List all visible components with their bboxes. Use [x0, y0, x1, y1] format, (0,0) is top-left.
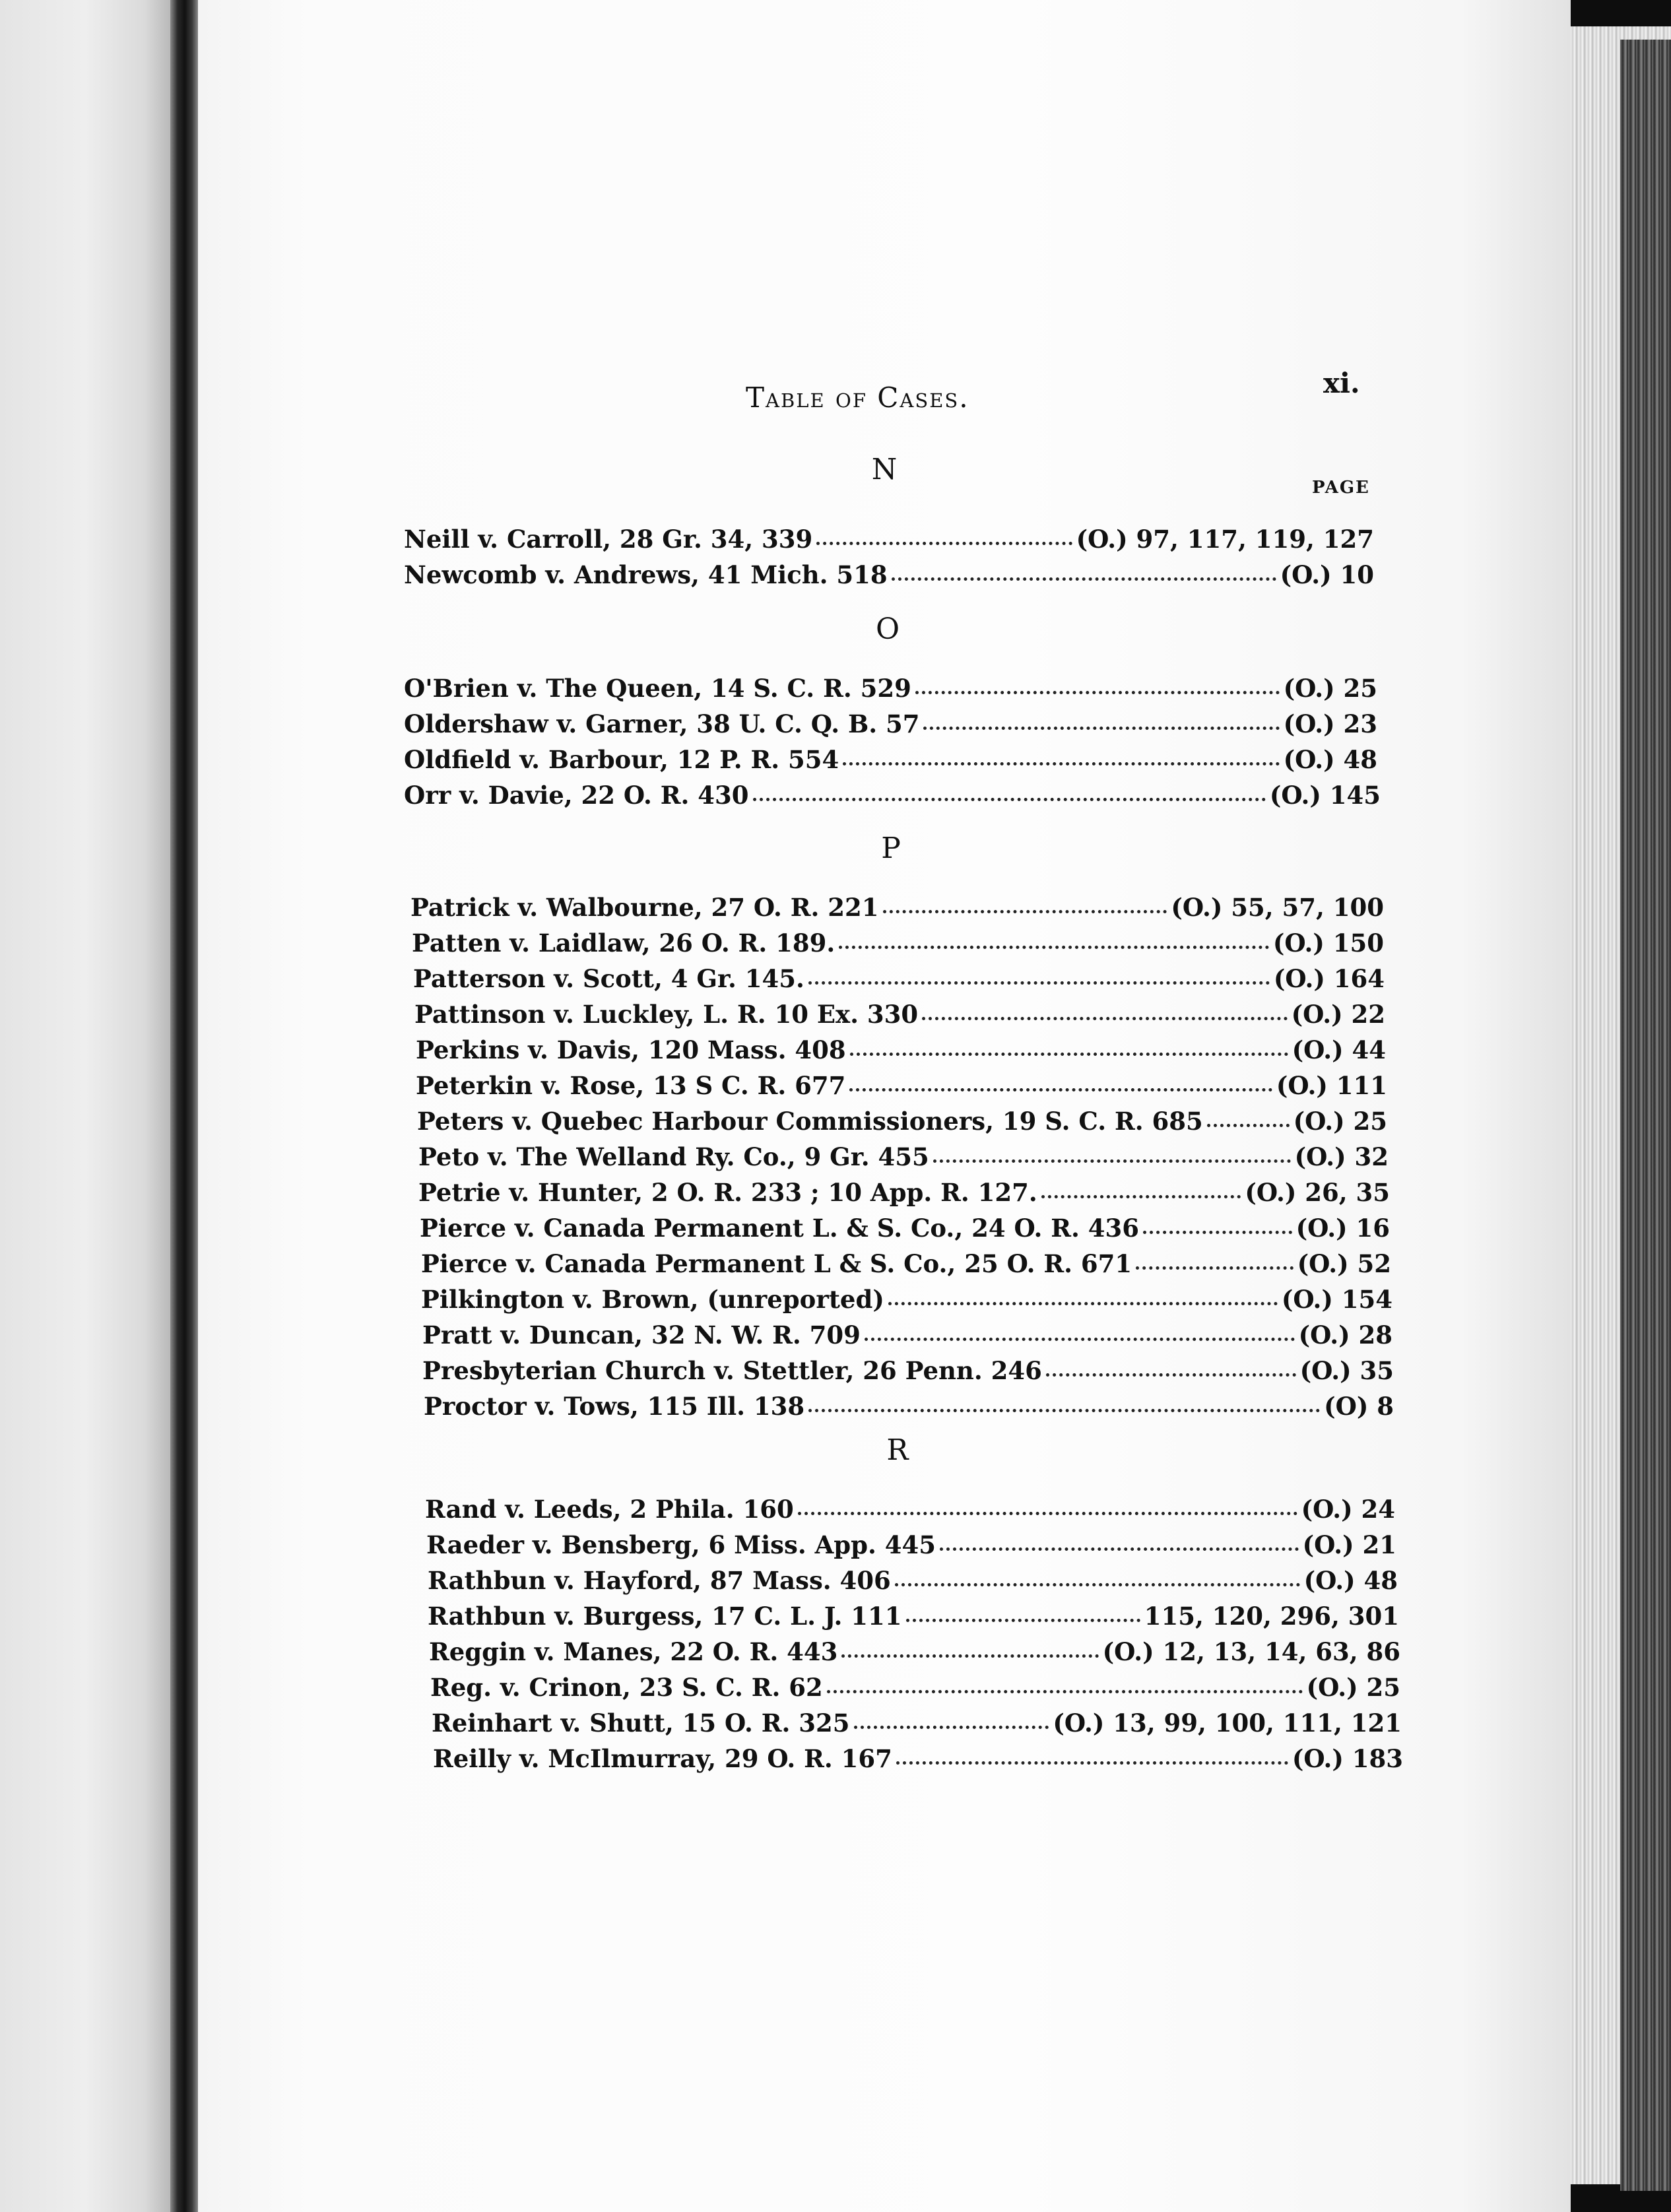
page-references: (O.) 164: [1273, 964, 1385, 993]
dot-leader: [839, 925, 1269, 952]
case-citation: Patten v. Laidlaw, 26 O. R. 189.: [412, 928, 836, 958]
page-references: (O.) 32: [1294, 1142, 1389, 1171]
section-letter-p: P: [881, 831, 901, 865]
table-row: [414, 996, 1385, 1031]
dot-leader: [896, 1741, 1288, 1767]
table-row: [404, 670, 1377, 705]
page-references: (O.) 154: [1281, 1285, 1392, 1314]
case-citation: Pilkington v. Brown, (unreported): [421, 1285, 884, 1314]
case-citation: Reinhart v. Shutt, 15 O. R. 325: [432, 1708, 850, 1738]
case-citation: Oldfield v. Barbour, 12 P. R. 554: [404, 745, 839, 774]
table-row: [404, 557, 1374, 591]
table-row: [418, 1139, 1389, 1173]
table-row: [416, 1068, 1387, 1102]
page-references: (O.) 23: [1283, 709, 1377, 738]
case-citation: Oldershaw v. Garner, 38 U. C. Q. B. 57: [404, 709, 920, 738]
dot-leader: [1136, 1246, 1294, 1272]
case-citation: Peters v. Quebec Harbour Commissioners, 19 S. C. R. 685: [417, 1107, 1203, 1136]
table-row: [421, 1246, 1391, 1280]
page-references: (O.) 48: [1303, 1566, 1398, 1595]
dot-leader: [923, 706, 1279, 732]
case-citation: Reggin v. Manes, 22 O. R. 443: [429, 1637, 838, 1666]
page-references: (O.) 24: [1301, 1495, 1395, 1524]
page-references: (O.) 10: [1280, 560, 1374, 589]
case-citation: Rand v. Leeds, 2 Phila. 160: [425, 1495, 794, 1524]
case-citation: O'Brien v. The Queen, 14 S. C. R. 529: [404, 674, 911, 703]
table-row: [410, 890, 1384, 924]
dot-leader: [1143, 1210, 1292, 1237]
table-row: [404, 777, 1381, 812]
dot-leader: [933, 1139, 1291, 1165]
dot-leader: [798, 1491, 1297, 1518]
dot-leader: [1207, 1103, 1290, 1130]
case-citation: Raeder v. Bensberg, 6 Miss. App. 445: [426, 1530, 936, 1559]
case-citation: Reg. v. Crinon, 23 S. C. R. 62: [430, 1673, 823, 1702]
table-row: [428, 1563, 1398, 1597]
case-citation: Neill v. Carroll, 28 Gr. 34, 339: [404, 525, 813, 554]
case-citation: Peterkin v. Rose, 13 S C. R. 677: [416, 1071, 846, 1100]
dot-leader: [915, 670, 1280, 697]
table-row: [404, 742, 1377, 776]
dot-leader: [841, 1634, 1098, 1660]
table-row: [404, 706, 1377, 740]
dot-leader: [1046, 1353, 1296, 1379]
dot-leader: [906, 1598, 1140, 1625]
table-row: [412, 925, 1384, 960]
case-citation: Petrie v. Hunter, 2 O. R. 233 ; 10 App. R. 127.: [418, 1178, 1037, 1207]
table-row: [430, 1670, 1400, 1704]
case-citation: Pierce v. Canada Permanent L & S. Co., 25 O. R. 671: [421, 1249, 1132, 1278]
dot-leader: [892, 557, 1276, 583]
dot-leader: [816, 521, 1072, 548]
dot-leader: [883, 890, 1167, 916]
page-references: (O.) 183: [1292, 1744, 1403, 1773]
case-citation: Pratt v. Duncan, 32 N. W. R. 709: [422, 1320, 861, 1350]
dot-leader: [922, 996, 1288, 1023]
page-references: (O.) 52: [1297, 1249, 1391, 1278]
dot-leader: [854, 1705, 1049, 1732]
table-row: [433, 1741, 1403, 1775]
case-citation: Patterson v. Scott, 4 Gr. 145.: [413, 964, 804, 993]
table-row: [424, 1388, 1394, 1423]
page-column-label: PAGE: [1312, 478, 1370, 498]
dot-leader: [753, 777, 1266, 804]
page-references: (O.) 145: [1269, 781, 1381, 810]
section-letter-r: R: [886, 1433, 909, 1467]
dot-leader: [865, 1317, 1295, 1344]
case-citation: Orr v. Davie, 22 O. R. 430: [404, 781, 749, 810]
dot-leader: [1041, 1175, 1241, 1201]
page-references: (O.) 55, 57, 100: [1171, 893, 1384, 922]
page-references: (O.) 150: [1272, 928, 1384, 958]
dot-leader: [895, 1563, 1300, 1589]
page-references: (O) 8: [1324, 1392, 1394, 1421]
case-citation: Pierce v. Canada Permanent L. & S. Co., 24 O. R. 436: [420, 1214, 1140, 1243]
table-row: [418, 1175, 1390, 1209]
table-row: [432, 1705, 1402, 1740]
case-citation: Rathbun v. Burgess, 17 C. L. J. 111: [428, 1602, 902, 1631]
page-references: (O.) 13, 99, 100, 111, 121: [1053, 1708, 1402, 1738]
case-citation: Newcomb v. Andrews, 41 Mich. 518: [404, 560, 888, 589]
case-citation: Patrick v. Walbourne, 27 O. R. 221: [410, 893, 879, 922]
page-references: (O.) 25: [1306, 1673, 1400, 1702]
table-row: [426, 1527, 1396, 1561]
dot-leader: [827, 1670, 1303, 1696]
page-references: (O.) 48: [1283, 745, 1377, 774]
dot-leader: [888, 1282, 1278, 1308]
page-references: (O.) 25: [1293, 1107, 1387, 1136]
page-references: 115, 120, 296, 301: [1144, 1602, 1399, 1631]
page-references: (O.) 28: [1298, 1320, 1392, 1350]
section-letter-n: N: [871, 453, 898, 486]
dot-leader: [850, 1032, 1288, 1058]
table-row: [420, 1210, 1390, 1245]
page-references: (O.) 12, 13, 14, 63, 86: [1102, 1637, 1400, 1666]
case-citation: Reilly v. McIlmurray, 29 O. R. 167: [433, 1744, 892, 1773]
dot-leader: [849, 1068, 1272, 1094]
table-row: [429, 1634, 1400, 1668]
table-row: [428, 1598, 1399, 1633]
case-citation: Peto v. The Welland Ry. Co., 9 Gr. 455: [418, 1142, 929, 1171]
table-row: [425, 1491, 1395, 1526]
page-references: (O.) 26, 35: [1245, 1178, 1390, 1207]
page-references: (O.) 21: [1302, 1530, 1396, 1559]
page-references: (O.) 97, 117, 119, 127: [1076, 525, 1374, 554]
dot-leader: [940, 1527, 1299, 1553]
case-citation: Proctor v. Tows, 115 Ill. 138: [424, 1392, 805, 1421]
page-references: (O.) 25: [1283, 674, 1377, 703]
case-citation: Perkins v. Davis, 120 Mass. 408: [416, 1035, 846, 1064]
page-references: (O.) 44: [1292, 1035, 1386, 1064]
case-citation: Presbyterian Church v. Stettler, 26 Penn. 246: [422, 1356, 1042, 1385]
table-row: [404, 521, 1374, 556]
table-row: [422, 1317, 1392, 1351]
page-references: (O.) 22: [1291, 1000, 1385, 1029]
page-references: (O.) 16: [1295, 1214, 1390, 1243]
table-row: [416, 1032, 1386, 1066]
dot-leader: [808, 961, 1270, 987]
section-letter-o: O: [875, 612, 900, 646]
table-row: [421, 1282, 1392, 1316]
page-number: xi.: [1323, 367, 1360, 399]
dot-leader: [808, 1388, 1320, 1415]
table-row: [413, 961, 1385, 995]
page-references: (O.) 35: [1299, 1356, 1394, 1385]
case-citation: Rathbun v. Hayford, 87 Mass. 406: [428, 1566, 891, 1595]
page-references: (O.) 111: [1276, 1071, 1387, 1100]
dot-leader: [843, 742, 1279, 768]
running-title: Table of Cases.: [746, 381, 969, 414]
table-row: [422, 1353, 1394, 1387]
case-citation: Pattinson v. Luckley, L. R. 10 Ex. 330: [414, 1000, 919, 1029]
table-row: [417, 1103, 1387, 1138]
